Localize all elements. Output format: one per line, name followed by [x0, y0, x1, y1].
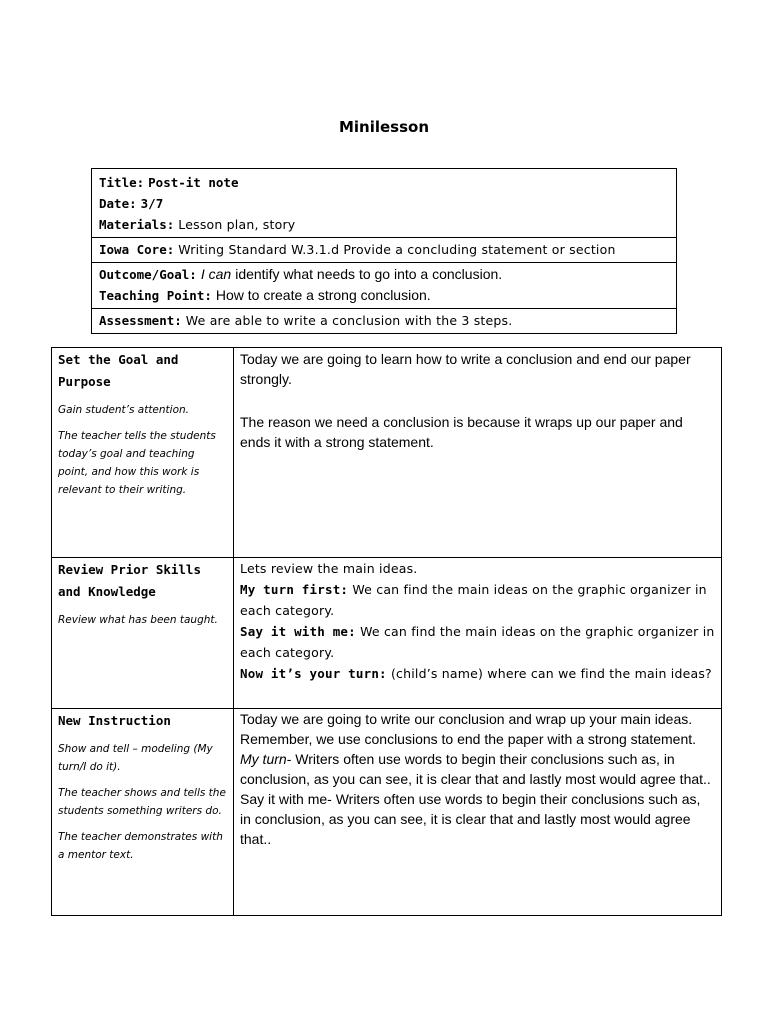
materials-value: Lesson plan, story — [178, 217, 296, 232]
content-paragraph — [240, 663, 715, 684]
step-content-cell — [234, 348, 722, 558]
assessment-label: Assessment: — [99, 313, 182, 328]
iowa-core-line — [99, 239, 669, 260]
outcome-italic: I can — [200, 266, 232, 282]
say-it-text: We can find the main ideas on the graphic organizer in each category. — [240, 624, 715, 660]
say-it-label: Say it with me: — [240, 624, 356, 639]
step-note: Review what has been taught. — [58, 614, 218, 626]
step-note: The teacher demonstrates with a mentor text. — [58, 831, 223, 861]
step-heading: New Instruction — [58, 713, 171, 728]
step-note: Gain student’s attention. — [58, 404, 189, 416]
teaching-point-line — [99, 285, 669, 306]
outcome-label: Outcome/Goal: — [99, 267, 197, 282]
title-value: Post-it note — [148, 175, 239, 190]
date-label: Date: — [99, 196, 137, 211]
content-paragraph: Lets review the main ideas. — [240, 561, 418, 576]
step-note: The teacher shows and tells the students something writers do. — [58, 787, 226, 817]
step-heading: Review Prior Skills and Knowledge — [58, 562, 201, 599]
title-line — [99, 172, 669, 193]
step-label-cell — [52, 348, 234, 558]
teaching-point-label: Teaching Point: — [99, 288, 212, 303]
teaching-point-value: How to create a strong conclusion. — [215, 287, 431, 303]
step-note: The teacher tells the students today’s goal and teaching point, and how this work is relevant to their writing. — [58, 430, 216, 496]
content-paragraph — [240, 749, 715, 789]
lesson-header-box — [91, 168, 677, 334]
outcome-line — [99, 264, 669, 285]
content-paragraph — [240, 621, 715, 663]
lesson-steps-table — [51, 347, 722, 916]
materials-line — [99, 214, 669, 235]
step-content-cell — [234, 709, 722, 916]
my-turn-text: - Writers often use words to begin their conclusions such as, in conclusion, as you can see, it is clear that and lastly most would agree that.. — [240, 751, 711, 787]
my-turn-text: We can find the main ideas on the graphic organizer in each category. — [240, 582, 707, 618]
outcome-section — [92, 262, 676, 308]
table-row — [52, 709, 722, 916]
date-line — [99, 193, 669, 214]
table-row — [52, 558, 722, 709]
title-label: Title: — [99, 175, 145, 190]
assessment-line — [99, 310, 669, 331]
header-info-section — [92, 169, 676, 237]
content-paragraph — [240, 579, 715, 621]
content-paragraph: Today we are going to learn how to write a conclusion and end our paper strongly. — [240, 351, 691, 387]
content-paragraph: Say it with me- Writers often use words to begin their conclusions such as, in conclusion, as you can see, it is clear that and lastly most would agree that.. — [240, 791, 701, 847]
your-turn-label: Now it’s your turn: — [240, 666, 387, 681]
step-heading: Set the Goal and Purpose — [58, 352, 179, 389]
step-label-cell — [52, 709, 234, 916]
page-title: Minilesson — [338, 118, 430, 136]
iowa-core-label: Iowa Core: — [99, 242, 175, 257]
assessment-section — [92, 308, 676, 333]
my-turn-italic: My turn — [240, 751, 287, 767]
outcome-value: identify what needs to go into a conclusion. — [235, 266, 503, 282]
assessment-value: We are able to write a conclusion with the 3 steps. — [185, 313, 513, 328]
iowa-core-value: Writing Standard W.3.1.d Provide a concluding statement or section — [178, 242, 616, 257]
step-label-cell — [52, 558, 234, 709]
table-row — [52, 348, 722, 558]
content-paragraph: Today we are going to write our conclusion and wrap up your main ideas. Remember, we use conclusions to end the paper with a strong statement. — [240, 711, 697, 747]
step-content-cell — [234, 558, 722, 709]
content-paragraph: The reason we need a conclusion is because it wraps up our paper and ends it with a strong statement. — [240, 414, 683, 450]
date-value: 3/7 — [140, 196, 164, 211]
my-turn-label: My turn first: — [240, 582, 349, 597]
iowa-core-section — [92, 237, 676, 262]
step-note: Show and tell – modeling (My turn/I do it). — [58, 743, 213, 773]
your-turn-text: (child’s name) where can we find the main ideas? — [390, 666, 712, 681]
materials-label: Materials: — [99, 217, 175, 232]
